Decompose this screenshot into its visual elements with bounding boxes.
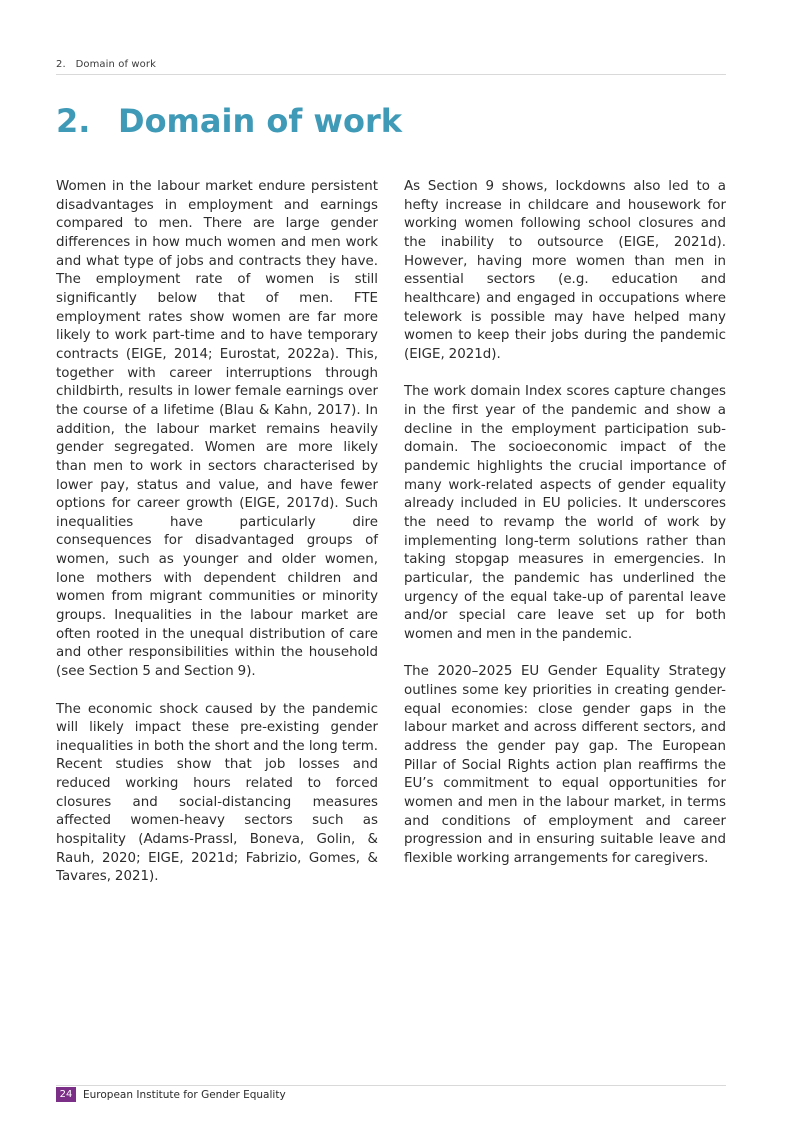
running-header: 2. Domain of work	[56, 59, 156, 70]
footer-publisher: European Institute for Gender Equality	[83, 1089, 286, 1101]
footer-divider	[56, 1085, 726, 1086]
paragraph: Women in the labour market endure persistent disadvantages in employment and earnings compared to men. There are large gender differences in how much women and men work and what type of jobs and contracts they have. The employment rate of women is still significantly below that of men. FTE employment rates show women are far more likely to work part-time and to have temporary contracts (EIGE, 2014; Eurostat, 2022a). This, together with career interruptions through childbirth, results in lower female earnings over the course of a lifetime (Blau & Kahn, 2017). In addition, the labour market remains heavily gender segregated. Women are more likely than men to work in sectors characterised by lower pay, status and value, and have fewer options for career growth (EIGE, 2017d). Such inequalities have particularly dire consequences for disadvantaged groups of women, such as younger and older women, lone mothers with dependent children and women from migrant communities or minority groups. Inequalities in the labour market are often rooted in the unequal distribution of care and other responsibilities within the household (see Section 5 and Section 9).	[56, 179, 378, 680]
page-number-badge: 24	[56, 1087, 76, 1102]
page-title	[56, 102, 402, 140]
chapter-number: 2.	[56, 102, 91, 140]
paragraph: The economic shock caused by the pandemic will likely impact these pre-existing gender inequalities in both the short and the long term. Recent studies show that job losses and reduced working hours related to forced closures and social-distancing measures affected women-heavy sectors such as hospitality (Adams-Prassl, Boneva, Golin, & Rauh, 2020; EIGE, 2021d; Fabrizio, Gomes, & Tavares, 2021).	[56, 701, 378, 885]
paragraph: The work domain Index scores capture changes in the first year of the pandemic and show a decline in the employment participation sub-domain. The socioeconomic impact of the pandemic highlights the crucial importance of many work-related aspects of gender equality already included in EU policies. It underscores the need to revamp the world of work by implementing long-term solutions rather than taking stopgap measures in emergencies. In particular, the pandemic has underlined the urgency of the equal take-up of parental leave and/or special care leave set up for both women and men in the pandemic.	[404, 384, 726, 642]
left-column	[56, 178, 378, 906]
chapter-title-text: Domain of work	[118, 102, 403, 140]
right-column	[404, 178, 726, 887]
paragraph: The 2020–2025 EU Gender Equality Strategy outlines some key priorities in creating gender-equal economies: close gender gaps in the labour market and across different sectors, and address the gender pay gap. The European Pillar of Social Rights action plan reaffirms the EU’s commitment to equal opportunities for women and men in the labour market, in terms and conditions of employment and career progression and in ensuring suitable leave and flexible working arrangements for caregivers.	[404, 664, 726, 866]
header-divider	[56, 74, 726, 75]
paragraph: As Section 9 shows, lockdowns also led to a hefty increase in childcare and housework for working women following school closures and the inability to outsource (EIGE, 2021d). However, having more women than men in essential sectors (e.g. education and healthcare) and engaged in occupations where telework is possible may have helped many women to keep their jobs during the pandemic (EIGE, 2021d).	[404, 179, 726, 362]
